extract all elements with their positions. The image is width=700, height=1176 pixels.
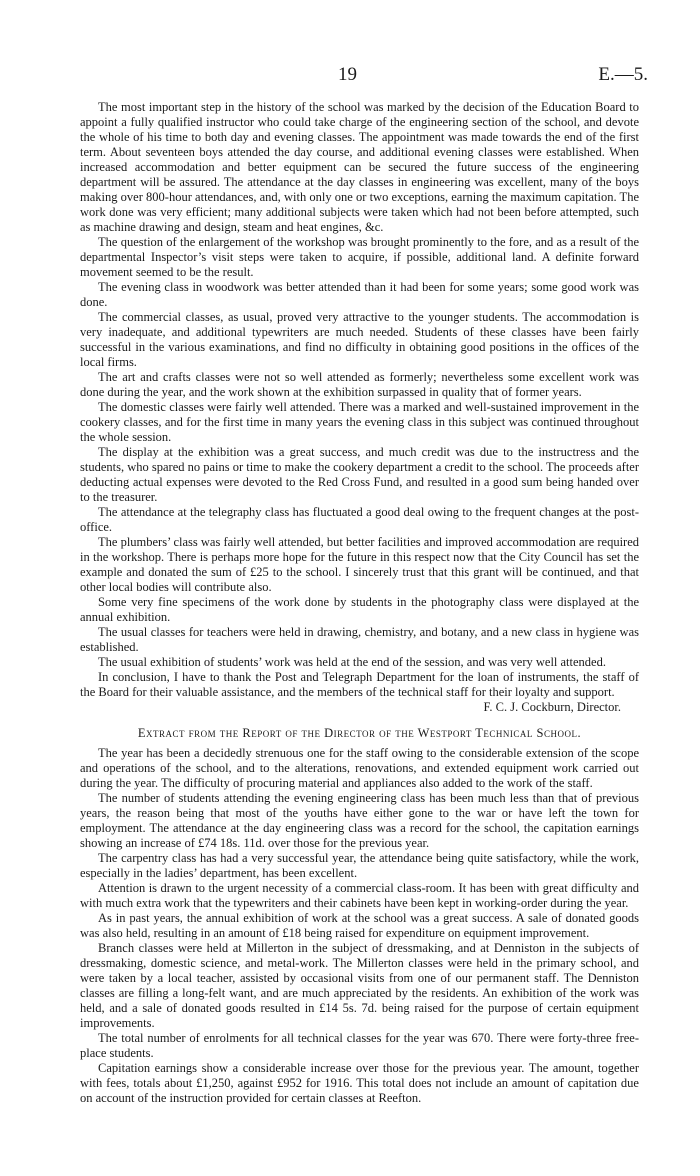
paragraph: Branch classes were held at Millerton in the subject of dressmaking, and at Denniston in the subjects of dressmaking, domestic science, and metal-work. The Millerton classes were held in the primary school, and were taken by a local teacher, assisted by occasional visits from one of our permanent staff. The Denniston classes are filling a long-felt want, and are much appreciated by the residents. An exhibition of the work was held, and a sale of donated goods resulted in £14 5s. 7d. being raised for the purpose of certain equipment improvements. (80, 941, 639, 1030)
paragraph: The carpentry class has had a very successful year, the attendance being quite satisfactory, while the work, especially in the ladies’ department, has been excellent. (80, 851, 639, 880)
paragraph: The usual exhibition of students’ work was held at the end of the session, and was very well attended. (98, 655, 606, 669)
page-reference: E.—5. (598, 64, 648, 85)
paragraph: The most important step in the history of the school was marked by the decision of the Education Board to appoint a fully qualified instructor who could take charge of the engineering section of the school, and devote the whole of his time to both day and evening classes. The appointment was made towards the end of the first term. About seventeen boys attended the day course, and additional evening classes were established. When increased accommodation and better equipment can be secured the future success of the engineering department will be assured. The attendance at the day classes in engineering was excellent, many of the boys making over 800-hour attendances, and, with only one or two exceptions, earning the maximum capitation. The work done was very efficient; many additional subjects were taken which had not been before attempted, such as machine drawing and design, steam and heat engines, &c. (80, 100, 639, 234)
paragraph: The plumbers’ class was fairly well attended, but better facilities and improved accommodation are required in the workshop. There is perhaps more hope for the future in this respect now that the City Council has set the example and donated the sum of £25 to the school. I sincerely trust that this grant will be continued, and that other local bodies will contribute also. (80, 535, 639, 594)
paragraph: As in past years, the annual exhibition of work at the school was a great success. A sale of donated goods was also held, resulting in an amount of £18 being raised for expenditure on equipment improvement. (80, 911, 639, 940)
paragraph: In conclusion, I have to thank the Post and Telegraph Department for the loan of instruments, the staff of the Board for their valuable assistance, and the members of the technical staff for their loyalty and support. (80, 670, 639, 699)
paragraph: Some very fine specimens of the work done by students in the photography class were displayed at the annual exhibition. (80, 595, 639, 624)
paragraph: Attention is drawn to the urgent necessity of a commercial class-room. It has been with great difficulty and with much extra work that the typewriters and their cabinets have been kept in working-order during the year. (80, 881, 639, 910)
paragraph: The evening class in woodwork was better attended than it had been for some years; some good work was done. (80, 280, 639, 309)
paragraph: The display at the exhibition was a great success, and much credit was due to the instructress and the students, who spared no pains or time to make the cookery department a credit to the school. The proceeds after deducting actual expenses were devoted to the Red Cross Fund, and resulted in a good sum being handed over to the treasurer. (80, 445, 639, 504)
paragraph: The domestic classes were fairly well attended. There was a marked and well-sustained improvement in the cookery classes, and for the first time in many years the evening class in this subject was continued throughout the whole session. (80, 400, 639, 444)
paragraph: The usual classes for teachers were held in drawing, chemistry, and botany, and a new class in hygiene was established. (80, 625, 639, 654)
section-heading: Extract from the Report of the Director of the Westport Technical School. (137, 726, 582, 740)
body-text (80, 100, 639, 1106)
paragraph: The commercial classes, as usual, proved very attractive to the younger students. The accommodation is very inadequate, and additional typewriters are much needed. Students of these classes have been fairly successful in the various examinations, and find no difficulty in obtaining good positions in the offices of the local firms. (80, 310, 639, 369)
page-header (0, 64, 700, 88)
paragraph: The art and crafts classes were not so well attended as formerly; nevertheless some excellent work was done during the year, and the work shown at the exhibition surpassed in quality that of former years. (80, 370, 639, 399)
paragraph: Capitation earnings show a considerable increase over those for the previous year. The amount, together with fees, totals about £1,250, against £952 for 1916. This total does not include an amount of capitation due on account of the instruction provided for certain classes at Reefton. (80, 1061, 639, 1105)
paragraph: The year has been a decidedly strenuous one for the staff owing to the considerable extension of the scope and operations of the school, and to the alterations, renovations, and extended equipment work carried out during the year. The difficulty of procuring material and appliances also added to the work of the staff. (80, 746, 639, 790)
paragraph: The attendance at the telegraphy class has fluctuated a good deal owing to the frequent changes at the post-office. (80, 505, 639, 534)
paragraph: The question of the enlargement of the workshop was brought prominently to the fore, and as a result of the departmental Inspector’s visit steps were taken to acquire, if possible, additional land. A definite forward movement seemed to be the result. (80, 235, 639, 279)
paragraph: The total number of enrolments for all technical classes for the year was 670. There were forty-three free-place students. (80, 1031, 639, 1060)
page-number: 19 (338, 64, 357, 85)
signature: F. C. J. Cockburn, Director. (483, 700, 621, 714)
paragraph: The number of students attending the evening engineering class has been much less than that of previous years, the reason being that most of the youths have either gone to the war or have left the town for employment. The attendance at the day engineering class was a record for the school, the capitation earnings showing an increase of £74 18s. 11d. over those for the previous year. (80, 791, 639, 850)
